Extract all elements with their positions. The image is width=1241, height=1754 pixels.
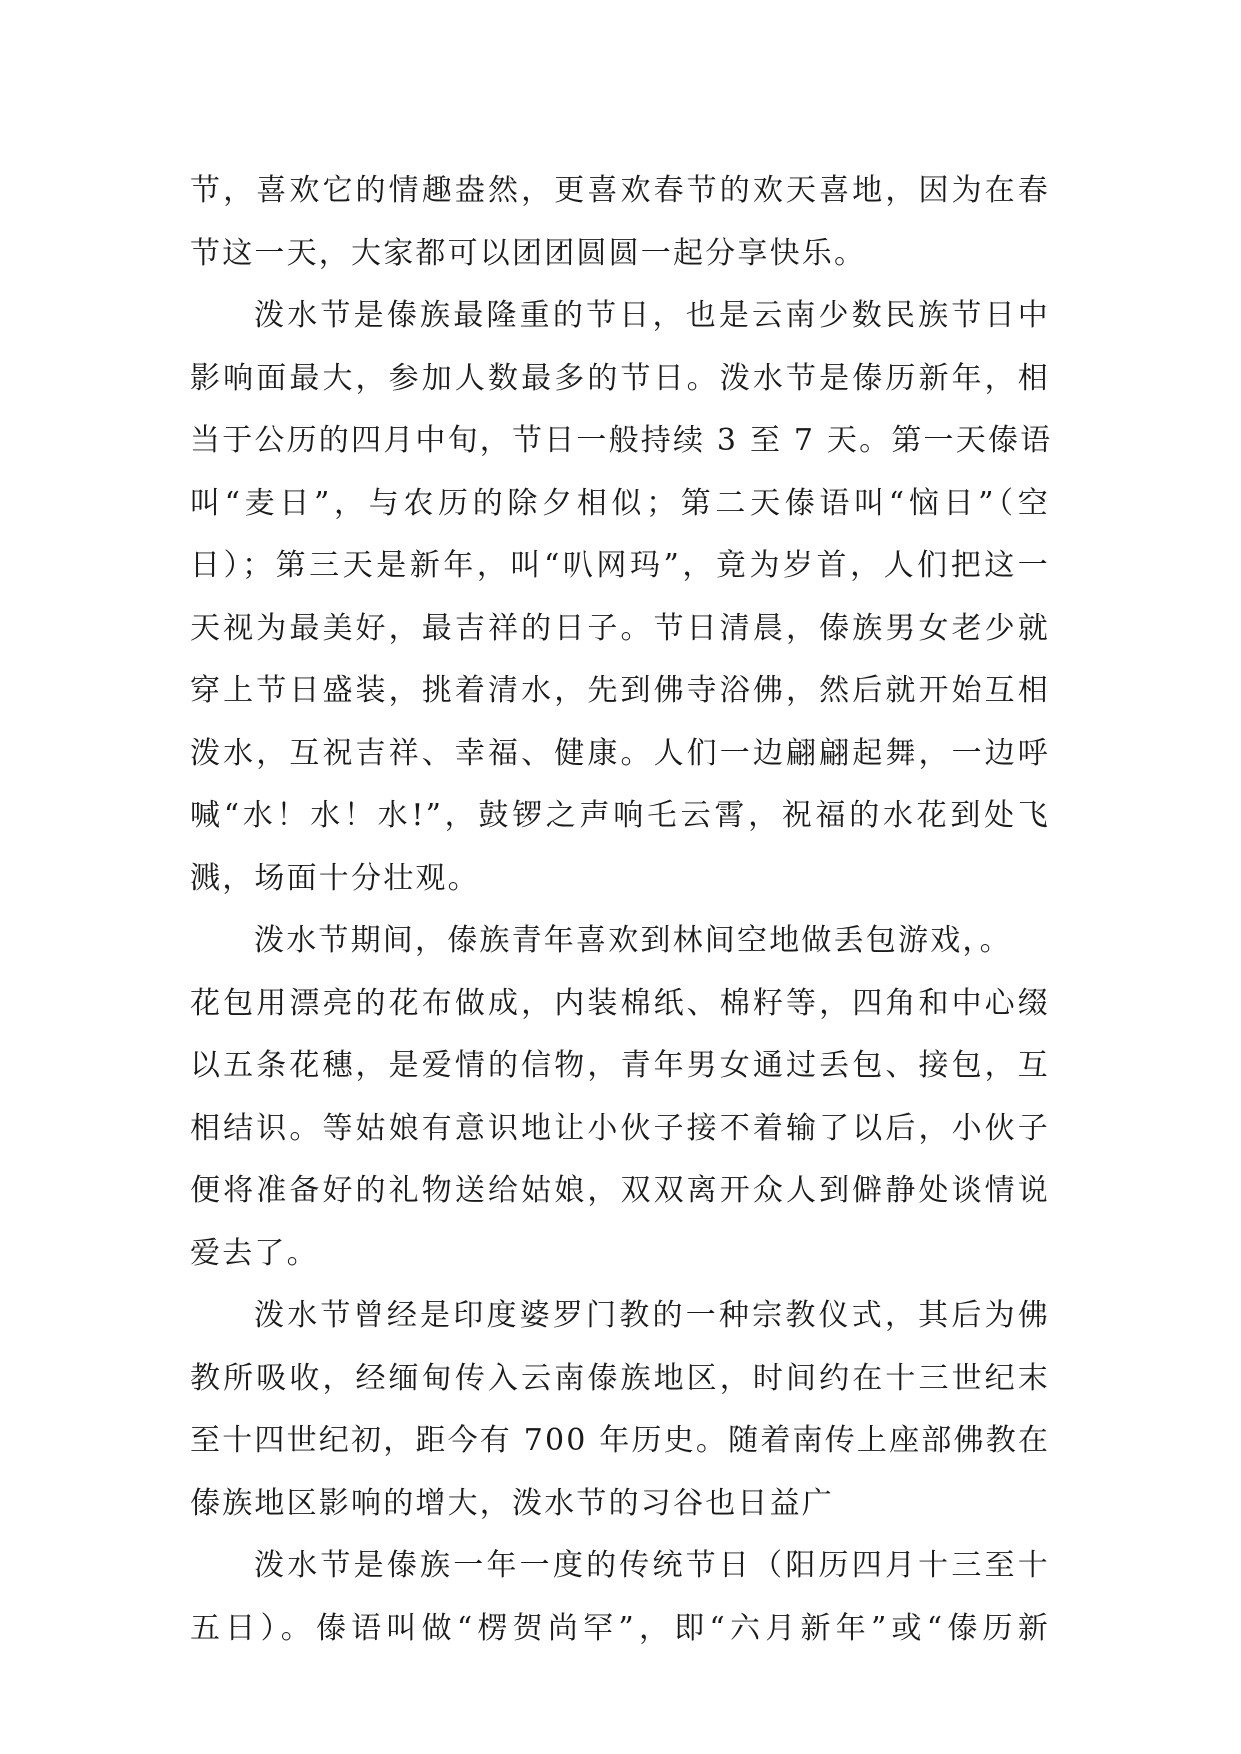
text-line: 傣族地区影响的增大，泼水节的习谷也日益广 <box>190 1485 834 1521</box>
text-line: 叫“麦日”，与农历的除夕相似；第二天傣语叫“恼日”（空 <box>190 485 1050 521</box>
text-line: 泼水，互祝吉祥、幸福、健康。人们一边翩翩起舞，一边呼 <box>190 735 1050 771</box>
paragraph-first-line: 泼水节期间，傣族青年喜欢到林间空地做丢包游戏，。 <box>254 923 1012 958</box>
text-line: 相结识。等姑娘有意识地让小伙子接不着输了以后，小伙子 <box>190 1110 1050 1146</box>
text-line: 天视为最美好，最吉祥的日子。节日清晨，傣族男女老少就 <box>190 610 1050 646</box>
text-line: 当于公历的四月中旬，节日一般持续 3 至 7 天。第一天傣语 <box>190 423 1053 458</box>
paragraph-first-line: 泼水节是傣族一年一度的传统节日（阳历四月十三至十 <box>254 1548 1050 1583</box>
paragraph-first-line: 泼水节曾经是印度婆罗门教的一种宗教仪式，其后为佛 <box>254 1298 1050 1333</box>
text-line: 便将准备好的礼物送给姑娘，双双离开众人到僻静处谈情说 <box>190 1173 1050 1208</box>
text-line: 爱去了。 <box>190 1235 319 1271</box>
text-line: 穿上节日盛装，挑着清水，先到佛寺浴佛，然后就开始互相 <box>190 673 1050 708</box>
text-line: 节这一天，大家都可以团团圆圆一起分享快乐。 <box>190 235 867 271</box>
body-text <box>190 160 1053 1660</box>
text-line: 喊“水！水！水!”，鼓锣之声响乇云霄，祝福的水花到处飞 <box>190 798 1050 833</box>
text-line: 以五条花穗，是爱情的信物，青年男女通过丢包、接包，互 <box>190 1048 1050 1083</box>
text-line: 花包用漂亮的花布做成，内装棉纸、棉籽等，四角和中心缀 <box>190 985 1050 1021</box>
text-line: 教所吸收，经缅甸传入云南傣族地区，时间约在十三世纪末 <box>190 1360 1050 1396</box>
text-line: 节，喜欢它的情趣盎然，更喜欢春节的欢天喜地，因为在春 <box>190 173 1050 208</box>
text-line: 日）；第三天是新年，叫“叭网玛”，竟为岁首，人们把这一 <box>190 548 1050 583</box>
paragraph-first-line: 泼水节是傣族最隆重的节日，也是云南少数民族节日中 <box>254 298 1050 333</box>
text-line: 影响面最大，参加人数最多的节日。泼水节是傣历新年，相 <box>190 360 1050 396</box>
text-line: 至十四世纪初，距今有 700 年历史。随着南传上座部佛教在 <box>190 1423 1051 1458</box>
text-line: 五日）。傣语叫做“楞贺尚罕”，即“六月新年”或“傣历新 <box>190 1610 1050 1646</box>
text-line: 溅，场面十分壮观。 <box>190 860 480 896</box>
